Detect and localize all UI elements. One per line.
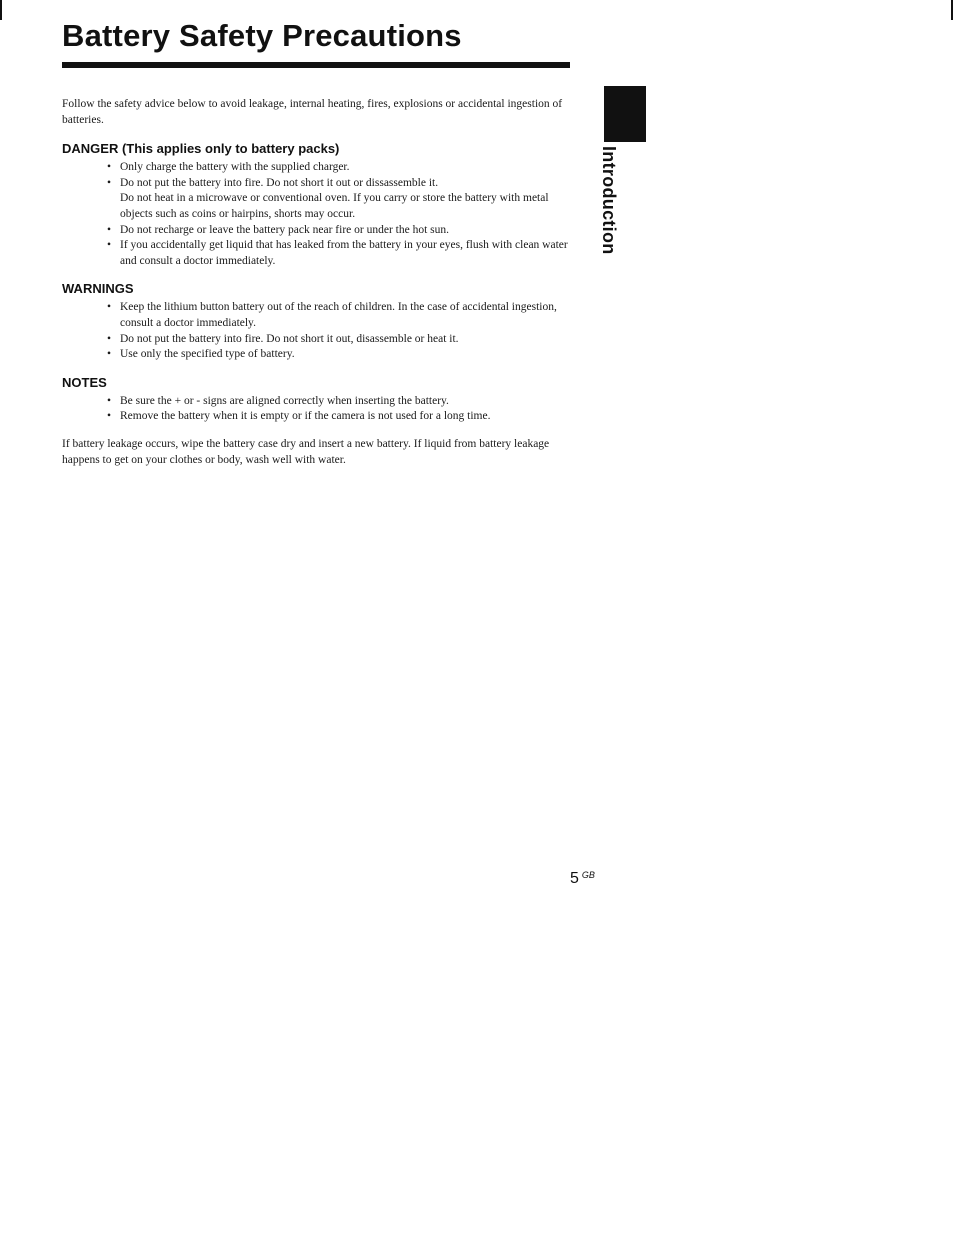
closing-paragraph: If battery leakage occurs, wipe the battery case dry and insert a new battery. If liquid from battery leakage happens to get on your clothes or body, wash well with water. — [62, 437, 550, 466]
crop-mark-right — [951, 0, 953, 20]
page-number-value: 5 — [570, 870, 579, 887]
list-item — [107, 394, 570, 410]
list-item-text: Do not heat in a microwave or conventional oven. If you carry or store the battery with metal objects such as coins or hairpins, shorts may occur. — [120, 192, 549, 220]
bullet-icon: • — [107, 348, 112, 361]
document-body — [62, 97, 570, 468]
list-item-text: Use only the specified type of battery. — [120, 348, 295, 361]
crop-mark-left — [0, 0, 2, 20]
list-item-text: Remove the battery when it is empty or if the camera is not used for a long time. — [120, 410, 491, 423]
page-number — [570, 870, 595, 888]
bullet-icon: • — [107, 239, 112, 252]
danger-heading: DANGER (This applies only to battery packs) — [62, 141, 340, 157]
notes-list — [62, 394, 570, 425]
bullet-icon: • — [107, 301, 112, 314]
list-item — [120, 191, 570, 222]
list-item — [107, 160, 570, 176]
list-item — [107, 223, 570, 239]
bullet-icon: • — [107, 176, 112, 189]
list-item — [107, 176, 570, 192]
list-item — [107, 332, 570, 348]
bullet-icon: • — [107, 223, 112, 236]
warnings-heading: WARNINGS — [62, 281, 134, 297]
bullet-icon: • — [107, 410, 112, 423]
list-item-text: Do not put the battery into fire. Do not short it out or dissassemble it. — [120, 176, 439, 189]
bullet-icon: • — [107, 332, 112, 345]
page-region-code: GB — [581, 870, 595, 880]
section-tab-marker — [604, 86, 646, 142]
list-item-text: Do not recharge or leave the battery pack near fire or under the hot sun. — [120, 223, 449, 236]
list-item-text: If you accidentally get liquid that has leaked from the battery in your eyes, flush with clean water and consult a doctor immediately. — [120, 239, 568, 267]
title-rule — [62, 62, 570, 68]
danger-list — [62, 160, 570, 269]
bullet-icon: • — [107, 394, 112, 407]
list-item — [107, 409, 570, 425]
list-item — [107, 347, 570, 363]
list-item-text: Do not put the battery into fire. Do not short it out, disassemble or heat it. — [120, 332, 459, 345]
list-item-text: Be sure the + or - signs are aligned correctly when inserting the battery. — [120, 394, 449, 407]
list-item-text: Keep the lithium button battery out of the reach of children. In the case of accidental ingestion, consult a doctor immediately. — [120, 301, 557, 329]
section-tab-label: Introduction — [599, 146, 619, 255]
list-item — [107, 238, 570, 269]
list-item — [107, 300, 570, 331]
intro-paragraph: Follow the safety advice below to avoid leakage, internal heating, fires, explosions or accidental ingestion of batteries. — [62, 98, 563, 126]
notes-heading: NOTES — [62, 374, 107, 390]
warnings-list — [62, 300, 570, 362]
page-title: Battery Safety Precautions — [62, 18, 462, 53]
list-item-text: Only charge the battery with the supplied charger. — [120, 161, 350, 174]
bullet-icon: • — [107, 161, 112, 174]
